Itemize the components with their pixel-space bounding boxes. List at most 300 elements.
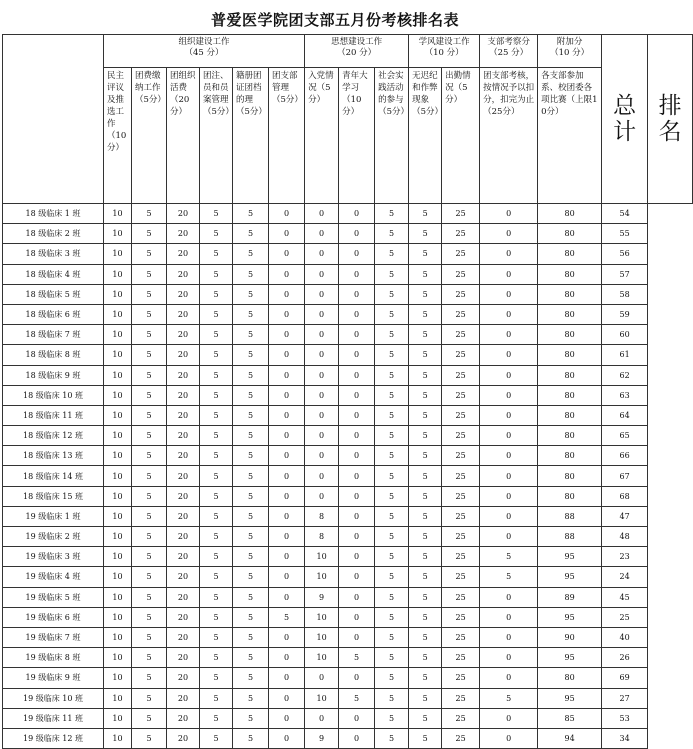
score-cell: 80 — [538, 345, 602, 365]
score-cell: 25 — [442, 567, 480, 587]
table-row — [3, 506, 693, 526]
score-cell: 10 — [104, 345, 132, 365]
score-cell: 5 — [375, 506, 409, 526]
score-cell: 0 — [269, 385, 305, 405]
score-cell: 5 — [132, 244, 167, 264]
class-name-cell: 18 级临床 10 班 — [3, 385, 104, 405]
score-cell: 10 — [104, 486, 132, 506]
score-cell: 5 — [409, 547, 442, 567]
score-cell: 5 — [200, 325, 233, 345]
score-cell: 9 — [305, 728, 339, 748]
score-cell: 5 — [132, 527, 167, 547]
score-cell: 5 — [233, 567, 269, 587]
group-header-organization: 组织建设工作 （45 分） — [104, 35, 305, 68]
total-header — [602, 35, 648, 204]
score-cell: 5 — [233, 648, 269, 668]
score-cell: 25 — [442, 244, 480, 264]
score-cell: 20 — [167, 708, 200, 728]
score-cell: 5 — [132, 385, 167, 405]
score-cell: 0 — [339, 325, 375, 345]
score-cell: 5 — [375, 345, 409, 365]
score-cell: 80 — [538, 385, 602, 405]
score-cell: 0 — [339, 547, 375, 567]
score-cell: 0 — [269, 446, 305, 466]
sub-header-cell: 入党情况（5分） — [305, 68, 339, 204]
score-cell: 5 — [375, 587, 409, 607]
score-cell: 10 — [305, 648, 339, 668]
score-cell: 10 — [104, 527, 132, 547]
score-cell: 20 — [167, 688, 200, 708]
score-cell: 80 — [538, 264, 602, 284]
class-name-cell: 19 级临床 6 班 — [3, 607, 104, 627]
table-row — [3, 627, 693, 647]
score-cell: 80 — [538, 244, 602, 264]
score-cell: 25 — [442, 426, 480, 446]
score-cell: 0 — [269, 567, 305, 587]
class-name-cell: 18 级临床 8 班 — [3, 345, 104, 365]
score-cell: 20 — [167, 284, 200, 304]
score-cell: 90 — [538, 627, 602, 647]
score-cell: 0 — [339, 345, 375, 365]
score-cell: 8 — [305, 506, 339, 526]
score-cell: 80 — [538, 486, 602, 506]
score-cell: 5 — [132, 587, 167, 607]
score-cell: 10 — [305, 627, 339, 647]
score-cell: 0 — [269, 345, 305, 365]
score-cell: 23 — [602, 547, 648, 567]
score-cell: 20 — [167, 486, 200, 506]
group-header-study: 学风建设工作 （10 分） — [409, 35, 480, 68]
score-cell: 5 — [200, 304, 233, 324]
score-cell: 0 — [269, 224, 305, 244]
score-cell: 0 — [480, 527, 538, 547]
class-name-cell: 18 级临床 1 班 — [3, 204, 104, 224]
score-cell: 24 — [602, 567, 648, 587]
score-cell: 5 — [409, 688, 442, 708]
score-cell: 5 — [375, 385, 409, 405]
total-label: 总计 — [613, 93, 637, 145]
score-cell: 5 — [409, 224, 442, 244]
score-cell: 5 — [409, 284, 442, 304]
score-cell: 5 — [375, 244, 409, 264]
class-name-cell: 18 级临床 2 班 — [3, 224, 104, 244]
score-cell: 5 — [233, 466, 269, 486]
score-cell: 0 — [305, 405, 339, 425]
score-cell: 10 — [104, 244, 132, 264]
score-cell: 5 — [409, 587, 442, 607]
score-cell: 0 — [339, 627, 375, 647]
sub-header-cell: 出勤情况（5分） — [442, 68, 480, 204]
table-row — [3, 446, 693, 466]
score-cell: 10 — [305, 547, 339, 567]
score-cell: 5 — [233, 527, 269, 547]
score-cell: 20 — [167, 426, 200, 446]
table-row — [3, 567, 693, 587]
score-cell: 5 — [132, 708, 167, 728]
score-cell: 5 — [409, 527, 442, 547]
score-cell: 5 — [200, 446, 233, 466]
score-cell: 0 — [480, 365, 538, 385]
score-cell: 5 — [233, 486, 269, 506]
score-cell: 10 — [104, 607, 132, 627]
score-cell: 5 — [375, 547, 409, 567]
score-cell: 5 — [200, 567, 233, 587]
score-cell: 5 — [132, 506, 167, 526]
score-cell: 0 — [480, 446, 538, 466]
score-cell: 80 — [538, 325, 602, 345]
table-row — [3, 486, 693, 506]
score-cell: 20 — [167, 648, 200, 668]
score-cell: 0 — [339, 607, 375, 627]
score-cell: 5 — [132, 627, 167, 647]
score-cell: 20 — [167, 405, 200, 425]
score-cell: 5 — [480, 547, 538, 567]
score-cell: 20 — [167, 325, 200, 345]
table-row — [3, 547, 693, 567]
score-cell: 88 — [538, 527, 602, 547]
score-cell: 5 — [233, 426, 269, 446]
score-cell: 0 — [480, 728, 538, 748]
score-cell: 20 — [167, 547, 200, 567]
score-cell: 61 — [602, 345, 648, 365]
score-cell: 25 — [602, 607, 648, 627]
score-cell: 5 — [200, 627, 233, 647]
table-row — [3, 325, 693, 345]
score-cell: 5 — [132, 648, 167, 668]
class-name-cell: 19 级临床 9 班 — [3, 668, 104, 688]
class-name-cell: 19 级临床 7 班 — [3, 627, 104, 647]
score-cell: 5 — [132, 304, 167, 324]
score-cell: 5 — [132, 688, 167, 708]
score-cell: 5 — [132, 204, 167, 224]
score-cell: 10 — [104, 446, 132, 466]
score-cell: 25 — [442, 385, 480, 405]
page-title: 普爱医学院团支部五月份考核排名表 — [210, 11, 459, 29]
score-cell: 5 — [375, 607, 409, 627]
score-cell: 0 — [269, 648, 305, 668]
score-cell: 0 — [339, 224, 375, 244]
table-row — [3, 708, 693, 728]
score-cell: 0 — [269, 204, 305, 224]
score-cell: 10 — [104, 567, 132, 587]
score-cell: 25 — [442, 708, 480, 728]
score-cell: 5 — [375, 405, 409, 425]
score-cell: 5 — [200, 486, 233, 506]
score-cell: 10 — [104, 224, 132, 244]
score-cell: 0 — [305, 204, 339, 224]
table-row — [3, 264, 693, 284]
class-name-cell: 18 级临床 15 班 — [3, 486, 104, 506]
score-cell: 0 — [339, 304, 375, 324]
score-cell: 80 — [538, 284, 602, 304]
score-cell: 0 — [305, 325, 339, 345]
score-cell: 5 — [200, 405, 233, 425]
score-cell: 5 — [375, 627, 409, 647]
sub-header-cell: 团费缴纳工作（5分） — [132, 68, 167, 204]
score-cell: 5 — [375, 527, 409, 547]
score-cell: 10 — [104, 204, 132, 224]
sub-header-cell: 青年大学习（10分） — [339, 68, 375, 204]
score-cell: 5 — [375, 224, 409, 244]
score-cell: 5 — [132, 325, 167, 345]
score-cell: 0 — [480, 708, 538, 728]
score-cell: 20 — [167, 627, 200, 647]
score-cell: 25 — [442, 587, 480, 607]
score-cell: 0 — [480, 607, 538, 627]
score-cell: 0 — [480, 325, 538, 345]
table-row — [3, 466, 693, 486]
score-cell: 10 — [104, 365, 132, 385]
score-cell: 80 — [538, 224, 602, 244]
score-cell: 5 — [200, 466, 233, 486]
score-cell: 25 — [442, 365, 480, 385]
sub-header-cell: 团支部考核，按情况予以扣分，扣完为止（25分） — [480, 68, 538, 204]
score-cell: 5 — [132, 426, 167, 446]
score-cell: 5 — [375, 365, 409, 385]
score-cell: 89 — [538, 587, 602, 607]
sub-header-cell: 民主评议及推选工作（10分） — [104, 68, 132, 204]
score-cell: 20 — [167, 607, 200, 627]
score-cell: 10 — [104, 668, 132, 688]
sub-header-cell: 团支部管理（5分） — [269, 68, 305, 204]
score-cell: 5 — [409, 325, 442, 345]
score-cell: 80 — [538, 304, 602, 324]
score-cell: 5 — [233, 506, 269, 526]
score-cell: 5 — [409, 466, 442, 486]
score-cell: 0 — [305, 668, 339, 688]
score-cell: 0 — [339, 466, 375, 486]
score-cell: 10 — [104, 688, 132, 708]
score-cell: 0 — [305, 304, 339, 324]
score-cell: 5 — [409, 204, 442, 224]
score-cell: 5 — [375, 668, 409, 688]
score-cell: 10 — [104, 426, 132, 446]
score-cell: 5 — [409, 304, 442, 324]
score-cell: 5 — [480, 567, 538, 587]
score-cell: 20 — [167, 204, 200, 224]
score-cell: 5 — [375, 284, 409, 304]
score-cell: 5 — [132, 486, 167, 506]
class-name-cell: 19 级临床 2 班 — [3, 527, 104, 547]
score-cell: 5 — [132, 728, 167, 748]
score-cell: 5 — [409, 244, 442, 264]
score-cell: 5 — [409, 426, 442, 446]
score-cell: 10 — [104, 385, 132, 405]
table-row — [3, 345, 693, 365]
score-cell: 5 — [233, 304, 269, 324]
score-cell: 69 — [602, 668, 648, 688]
score-cell: 5 — [409, 567, 442, 587]
score-cell: 10 — [104, 466, 132, 486]
score-cell: 5 — [409, 264, 442, 284]
score-cell: 5 — [200, 607, 233, 627]
score-cell: 25 — [442, 627, 480, 647]
score-cell: 0 — [305, 345, 339, 365]
score-cell: 80 — [538, 668, 602, 688]
score-cell: 5 — [233, 264, 269, 284]
score-cell: 5 — [233, 204, 269, 224]
score-cell: 5 — [200, 648, 233, 668]
score-cell: 5 — [200, 204, 233, 224]
score-cell: 0 — [269, 466, 305, 486]
score-cell: 0 — [339, 728, 375, 748]
score-cell: 5 — [200, 587, 233, 607]
table-row — [3, 284, 693, 304]
score-cell: 0 — [480, 244, 538, 264]
table-row — [3, 688, 693, 708]
score-cell: 0 — [269, 426, 305, 446]
rank-header — [648, 35, 693, 204]
score-cell: 5 — [480, 688, 538, 708]
score-cell: 20 — [167, 304, 200, 324]
sub-header-cell: 团注、员和员案管理（5分） — [200, 68, 233, 204]
score-cell: 5 — [233, 688, 269, 708]
score-cell: 5 — [200, 688, 233, 708]
score-cell: 10 — [104, 325, 132, 345]
score-cell: 25 — [442, 224, 480, 244]
score-cell: 5 — [132, 567, 167, 587]
sub-header-cell: 无迟纪和作弊现象（5分） — [409, 68, 442, 204]
table-row — [3, 365, 693, 385]
score-cell: 0 — [305, 385, 339, 405]
group-header-row — [3, 35, 693, 68]
score-cell: 10 — [104, 506, 132, 526]
score-cell: 5 — [375, 648, 409, 668]
score-cell: 0 — [339, 446, 375, 466]
score-cell: 10 — [305, 607, 339, 627]
score-cell: 5 — [375, 325, 409, 345]
score-cell: 80 — [538, 446, 602, 466]
score-cell: 25 — [442, 284, 480, 304]
score-cell: 0 — [480, 506, 538, 526]
score-cell: 5 — [375, 486, 409, 506]
score-cell: 59 — [602, 304, 648, 324]
score-cell: 25 — [442, 325, 480, 345]
class-name-cell: 19 级临床 11 班 — [3, 708, 104, 728]
score-cell: 5 — [409, 405, 442, 425]
group-header-bonus: 附加分 （10 分） — [538, 35, 602, 68]
score-cell: 25 — [442, 204, 480, 224]
score-cell: 0 — [339, 567, 375, 587]
score-cell: 25 — [442, 405, 480, 425]
score-cell: 20 — [167, 567, 200, 587]
score-cell: 20 — [167, 728, 200, 748]
score-cell: 5 — [375, 426, 409, 446]
score-cell: 5 — [409, 627, 442, 647]
score-cell: 5 — [409, 607, 442, 627]
class-name-header — [3, 35, 104, 204]
score-cell: 5 — [200, 264, 233, 284]
class-name-cell: 18 级临床 11 班 — [3, 405, 104, 425]
score-cell: 5 — [132, 224, 167, 244]
score-cell: 5 — [233, 668, 269, 688]
score-cell: 5 — [233, 446, 269, 466]
score-cell: 20 — [167, 345, 200, 365]
score-cell: 5 — [200, 728, 233, 748]
score-cell: 0 — [305, 224, 339, 244]
class-name-cell: 19 级临床 3 班 — [3, 547, 104, 567]
score-cell: 25 — [442, 264, 480, 284]
score-cell: 5 — [409, 446, 442, 466]
score-cell: 5 — [375, 688, 409, 708]
table-row — [3, 405, 693, 425]
score-cell: 5 — [375, 567, 409, 587]
score-cell: 5 — [233, 385, 269, 405]
table-row — [3, 426, 693, 446]
score-cell: 5 — [233, 405, 269, 425]
score-cell: 5 — [233, 284, 269, 304]
score-cell: 80 — [538, 405, 602, 425]
score-cell: 54 — [602, 204, 648, 224]
score-cell: 45 — [602, 587, 648, 607]
score-cell: 10 — [104, 304, 132, 324]
score-cell: 20 — [167, 587, 200, 607]
score-cell: 0 — [480, 204, 538, 224]
score-cell: 25 — [442, 304, 480, 324]
score-cell: 5 — [132, 466, 167, 486]
score-cell: 20 — [167, 244, 200, 264]
score-cell: 0 — [269, 688, 305, 708]
score-cell: 0 — [480, 668, 538, 688]
score-cell: 95 — [538, 688, 602, 708]
score-cell: 5 — [375, 446, 409, 466]
score-cell: 5 — [233, 708, 269, 728]
score-cell: 25 — [442, 506, 480, 526]
score-cell: 0 — [269, 587, 305, 607]
score-cell: 55 — [602, 224, 648, 244]
score-cell: 47 — [602, 506, 648, 526]
score-cell: 10 — [305, 567, 339, 587]
score-cell: 0 — [480, 264, 538, 284]
score-cell: 5 — [233, 224, 269, 244]
score-cell: 0 — [305, 486, 339, 506]
score-cell: 0 — [269, 325, 305, 345]
score-cell: 0 — [480, 224, 538, 244]
class-name-cell: 18 级临床 3 班 — [3, 244, 104, 264]
sub-header-cell: 团组织活费（20分） — [167, 68, 200, 204]
score-cell: 5 — [339, 648, 375, 668]
score-cell: 0 — [269, 547, 305, 567]
score-cell: 53 — [602, 708, 648, 728]
score-cell: 34 — [602, 728, 648, 748]
score-cell: 80 — [538, 426, 602, 446]
score-cell: 10 — [104, 284, 132, 304]
score-cell: 5 — [269, 607, 305, 627]
table-row — [3, 304, 693, 324]
score-cell: 0 — [305, 365, 339, 385]
table-row — [3, 728, 693, 748]
score-cell: 0 — [305, 264, 339, 284]
score-cell: 5 — [409, 668, 442, 688]
score-cell: 5 — [233, 728, 269, 748]
score-cell: 85 — [538, 708, 602, 728]
score-cell: 0 — [480, 345, 538, 365]
score-cell: 25 — [442, 446, 480, 466]
score-cell: 0 — [305, 244, 339, 264]
score-cell: 95 — [538, 567, 602, 587]
score-cell: 5 — [375, 304, 409, 324]
score-cell: 10 — [104, 627, 132, 647]
score-cell: 5 — [200, 365, 233, 385]
score-cell: 95 — [538, 648, 602, 668]
class-name-cell: 19 级临床 1 班 — [3, 506, 104, 526]
score-cell: 0 — [269, 728, 305, 748]
score-cell: 10 — [104, 648, 132, 668]
sub-header-cell: 籍册团证团档的理（5分） — [233, 68, 269, 204]
score-cell: 10 — [104, 587, 132, 607]
class-name-cell: 18 级临床 5 班 — [3, 284, 104, 304]
score-cell: 0 — [339, 385, 375, 405]
